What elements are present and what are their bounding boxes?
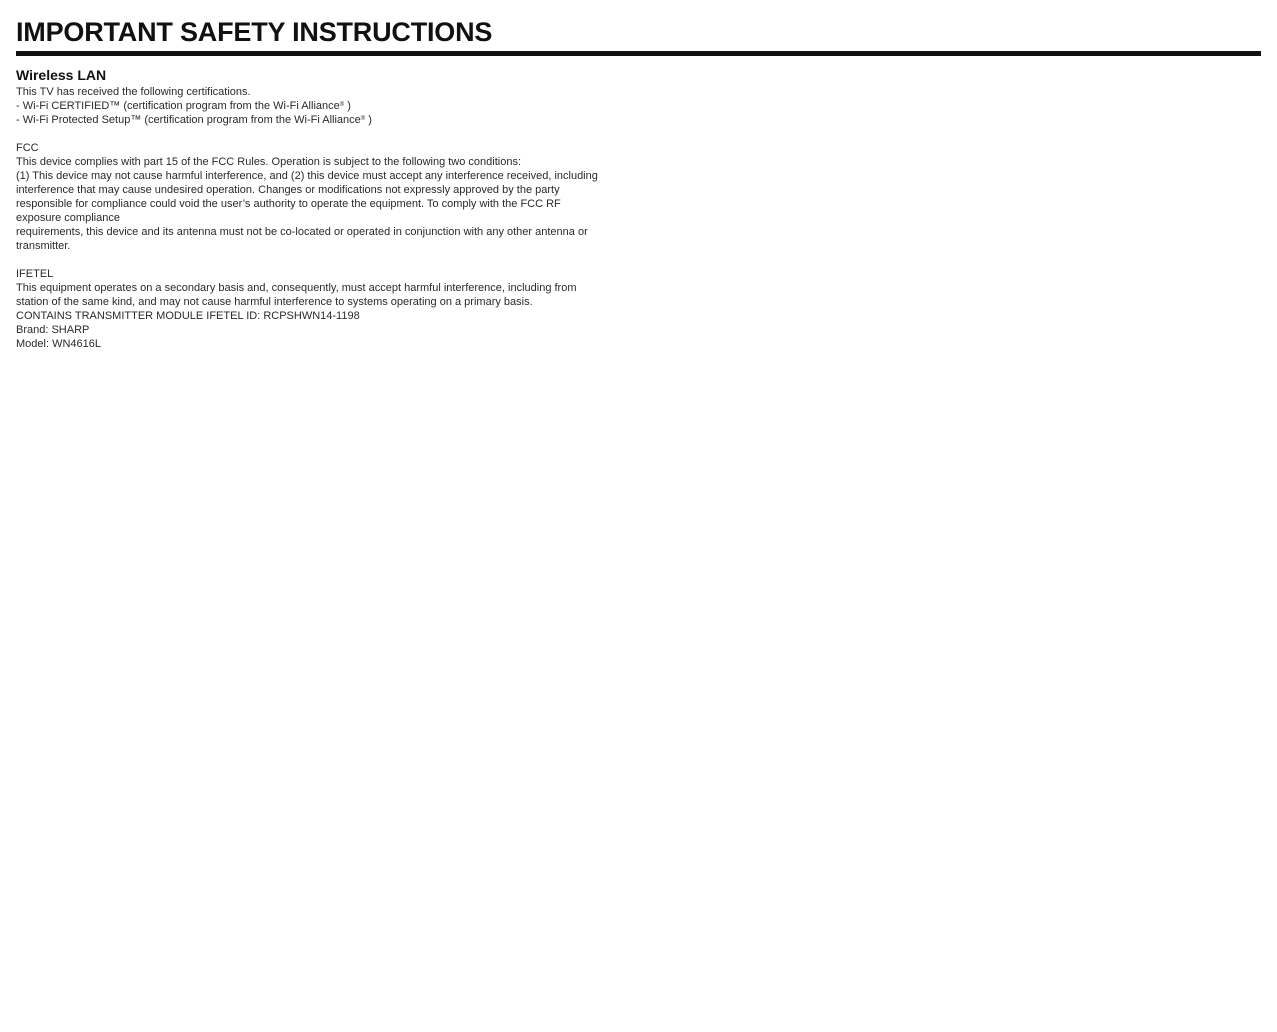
ifetel-line: station of the same kind, and may not cause harmful interference to systems operating on a primary basis. xyxy=(16,296,533,308)
certifications-intro: This TV has received the following certifications. xyxy=(16,86,251,98)
paragraph-gap xyxy=(16,127,631,141)
fcc-line: requirements, this device and its antenna must not be co-located or operated in conjunction with any other antenna or xyxy=(16,226,588,238)
brand-label: Brand: SHARP xyxy=(16,324,90,336)
title-divider xyxy=(16,51,1261,56)
certification-text: - Wi-Fi CERTIFIED™ (certification program from the Wi-Fi Alliance xyxy=(16,100,340,112)
ifetel-module-id: CONTAINS TRANSMITTER MODULE IFETEL ID: RCPSHWN14-1198 xyxy=(16,310,360,322)
paragraph-gap xyxy=(16,253,631,267)
fcc-line: exposure compliance xyxy=(16,212,120,224)
fcc-line: This device complies with part 15 of the FCC Rules. Operation is subject to the following two conditions: xyxy=(16,156,522,168)
certification-wifi-protected-setup xyxy=(16,113,631,127)
model-label: Model: WN4616L xyxy=(16,338,101,350)
page-title: IMPORTANT SAFETY INSTRUCTIONS xyxy=(16,17,493,47)
certification-wifi-certified xyxy=(16,99,631,113)
ifetel-heading: IFETEL xyxy=(16,268,54,280)
wireless-lan-body xyxy=(16,85,631,351)
ifetel-line: This equipment operates on a secondary basis and, consequently, must accept harmful interference, including from xyxy=(16,282,577,294)
fcc-line: transmitter. xyxy=(16,240,71,252)
registered-mark: ® xyxy=(360,116,366,122)
fcc-heading: FCC xyxy=(16,142,39,154)
certification-close: ) xyxy=(365,114,372,126)
fcc-line: interference that may cause undesired operation. Changes or modifications not expressly approved by the party xyxy=(16,184,560,196)
fcc-line: responsible for compliance could void the user’s authority to operate the equipment. To comply with the FCC RF xyxy=(16,198,561,210)
certification-close: ) xyxy=(344,100,351,112)
fcc-line: (1) This device may not cause harmful interference, and (2) this device must accept any interference received, including xyxy=(16,170,598,182)
section-heading-wireless-lan: Wireless LAN xyxy=(16,67,107,83)
registered-mark: ® xyxy=(339,102,345,108)
certification-text: - Wi-Fi Protected Setup™ (certification program from the Wi-Fi Alliance xyxy=(16,114,361,126)
document-page xyxy=(16,0,1261,351)
